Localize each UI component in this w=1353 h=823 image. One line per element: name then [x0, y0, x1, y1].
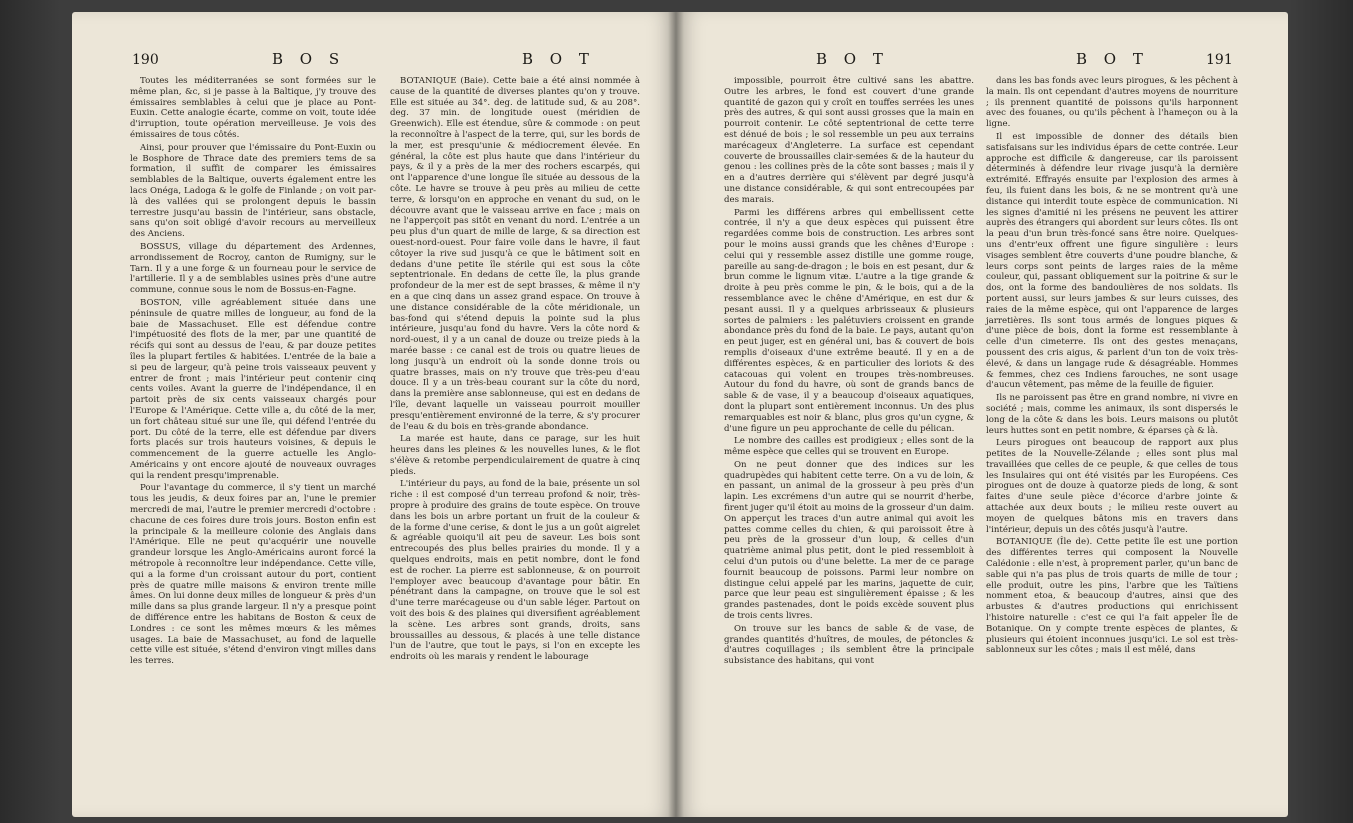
right-column-1: [724, 76, 974, 669]
paragraph: impossible, pourroit être cultivé sans les abattre. Outre les arbres, le fond est couvert d'une grande quantité de gazon qui y croît en touffes serrées les unes près des autres, & qui sont aussi grosses que la main en pourroit contenir. Le côté septentrional de cette terre est dénué de bois ; le sol ressemble un peu aux terrains marécageux d'Angleterre. La surface est cependant couverte de broussailles clair-semées & de la hauteur du genou : les collines près de la côte sont basses ; mais il y en a d'autres derrière qui s'élèvent par degré jusqu'à une distance considérable, & qui sont entrecoupées par des marais.: [724, 76, 974, 205]
right-column-2: [986, 76, 1238, 658]
book-gutter: [668, 12, 684, 817]
paragraph: dans les bas fonds avec leurs pirogues, & les pêchent à la main. Ils ont cependant d'autres moyens de nourriture ; ils prennent quantité de poissons qu'ils harponnent avec des fouanes, ou qu'ils pêchent à l'hameçon ou à la ligne.: [986, 76, 1238, 130]
paragraph: Pour l'avantage du commerce, il s'y tient un marché tous les jeudis, & deux foires par an, l'une le premier mercredi de mai, l'autre le premier mercredi d'octobre : chacune de ces foires dure trois jours. Boston enfin est la principale & la meilleure colonie des Anglais dans l'Amérique. Elle ne peut qu'acquérir une nouvelle grandeur lorsque les Anglo-Américains auront forcé la métropole à reconnoître leur indépendance. Cette ville, qui a la forme d'un croissant autour du port, contient près de quatre mille maisons & environ trente mille âmes. On lui donne deux milles de longueur & près d'un mille dans sa plus grande largeur. Il n'y a presque point de différence entre les habitans de Boston & ceux de Londres : ce sont les mêmes mœurs & les mêmes usages. La baie de Massachuset, au fond de laquelle cette ville est située, s'étend d'environ vingt milles dans les terres.: [130, 483, 376, 667]
paragraph: BOTANIQUE (Baie). Cette baie a été ainsi nommée à cause de la quantité de diverses plantes qu'on y trouve. Elle est située au 34°. deg. de latitude sud, & au 208°. deg. 37 min. de longitude ouest (méridien de Greenwich). Elle est étendue, sûre & commode : on peut la reconnoître à l'aspect de la terre, qui, sur les bords de la mer, est presqu'unie & médiocrement élevée. En général, la côte est plus haute que dans l'intérieur du pays, & il y a près de la mer des rochers escarpés, qui ont l'apparence d'une longue île située au dessous de la côte. Le havre se trouve à peu près au milieu de cette terre, & lorsqu'on en approche en venant du sud, on le découvre avant que le vaisseau arrive en face ; mais on ne l'apperçoit pas sitôt en venant du nord. L'entrée a un peu plus d'un quart de mille de large, & sa direction est ouest-nord-ouest. Pour faire voile dans le havre, il faut côtoyer la rive sud jusqu'à ce que le bâtiment soit en dedans d'une petite île stérile qui est sous la côte septentrionale. En dedans de cette île, la plus grande profondeur de la mer est de sept brasses, & même il n'y en a que cinq dans un assez grand espace. On trouve à une distance considérable de la côte méridionale, un bas-fond qui s'étend depuis la pointe sud la plus intérieure, jusqu'au fond du havre. Vers la côte nord & nord-ouest, il y a un canal de douze ou treize pieds à la marée basse : ce canal est de trois ou quatre lieues de long jusqu'à un endroit où la sonde donne trois ou quatre brasses, mais on n'y trouve que très-peu d'eau douce. Il y a un très-beau courant sur la côte du nord, dans la première anse sablonneuse, qui est en dedans de l'île, devant laquelle un vaisseau pourroit mouiller presqu'entièrement environné de la terre, & s'y procurer de l'eau & du bois en très-grande abondance.: [390, 76, 640, 432]
right-page-number: 191: [1206, 52, 1233, 68]
paragraph: L'intérieur du pays, au fond de la baie, présente un sol riche : il est composé d'un terreau profond & noir, très-propre à produire des grains de toute espèce. On trouve dans les bois un arbre portant un fruit de la couleur & de la forme d'une cerise, & dont le jus a un goût aigrelet & agréable quoiqu'il ait peu de saveur. Les bois sont entrecoupés des plus belles prairies du monde. Il y a quelques endroits, mais en petit nombre, dont le fond est de rocher. La pierre est sablonneuse, & on pourroit l'employer avec beaucoup d'avantage pour bâtir. En pénétrant dans la campagne, on trouve que le sol est d'une terre marécageuse ou d'un sable léger. Partout on voit des bois & des plaines qui diversifient agréablement la scène. Les arbres sont grands, droits, sans broussailles au dessous, & placés à une telle distance l'un de l'autre, que tout le pays, si l'on en excepte les endroits où les marais y rendent le labourage: [390, 479, 640, 663]
left-page: [72, 12, 676, 817]
left-running-head: B O S: [272, 50, 346, 68]
paragraph: On trouve sur les bancs de sable & de vase, de grandes quantités d'huîtres, de moules, de pétoncles & d'autres coquillages ; ils semblent être la principale subsistance des habitans, qui vont: [724, 623, 974, 667]
paragraph: Toutes les méditerranées se sont formées sur le même plan, &c, si je passe à la Baltique, j'y trouve des émissaires semblables à celui que je place au Pont-Euxin. Cette analogie écarte, comme on voit, toute idée d'irruption, toute opération merveilleuse. Je vois des émissaires de tous côtés.: [130, 76, 376, 140]
paragraph: On ne peut donner que des indices sur les quadrupèdes qui habitent cette terre. On a vu de loin, & en passant, un animal de la grosseur à peu près d'un lapin. Les excrémens d'un autre qui se nourrit d'herbe, firent juger qu'il étoit au moins de la grosseur d'un daim. On apperçut les traces d'un autre animal qui avoit les pattes comme celles du chien, & qui paroissoit être à peu près de la grosseur d'un loup, & celles d'un quatrième animal plus petit, dont le pied ressembloit à celui d'un putois ou d'une belette. La mer de ce parage fournit beaucoup de poissons. Parmi leur nombre on distingue celui appelé par les marins, jaquette de cuir, parce que leur peau est singulièrement épaisse ; & les grandes pastenades, dont le poids excède souvent plus de trois cents livres.: [724, 459, 974, 622]
paragraph: Il est impossible de donner des détails bien satisfaisans sur les individus épars de cette contrée. Leur approche est difficile & dangereuse, car ils paroissent déterminés à défendre leur rivage jusqu'à la dernière extrémité. Effrayés ensuite par l'explosion des armes à feu, ils fuient dans les bois, & ne se montrent qu'à une distance qui interdit toute espèce de communication. Ni les signes d'amitié ni les présens ne peuvent les attirer auprès des étrangers qui abordent sur leurs côtes. Ils ont la peau d'un brun très-foncé sans être noire. Quelques-uns d'entr'eux offrent une figure singulière : leurs visages semblent être couverts d'une poudre blanche, & leurs corps sont peints de larges raies de la même couleur, qui, passant obliquement sur la poitrine & sur le dos, ont la forme des bandoulières de nos soldats. Ils portent aussi, sur leurs jambes & sur leurs cuisses, des raies de la même espèce, qui ont l'apparence de larges jarretières. Ils sont tous armés de longues piques & d'une pièce de bois, dont la forme est ressemblante à celle d'un cimeterre. Ils ont des gestes menaçans, poussent des cris aigus, & parlent d'un ton de voix très-élevé, & dans un langage rude & désagréable. Hommes & femmes, chez ces Indiens farouches, ne sont usage d'aucun vêtement, pas même de la feuille de figuier.: [986, 131, 1238, 391]
paragraph: BOSTON, ville agréablement située dans une péninsule de quatre milles de longueur, au fond de la baie de Massachuset. Elle est défendue contre l'impétuosité des flots de la mer, par une quantité de récifs qui sont au dessus de l'eau, & par douze petites îles la plupart fertiles & habitées. L'entrée de la baie a si peu de largeur, qu'à peine trois vaisseaux peuvent y entrer de front ; mais l'intérieur peut contenir cinq cents voiles. Avant la guerre de l'indépendance, il en partoit près de six cents vaisseaux chargés pour l'Europe & l'Amérique. Cette ville a, du côté de la mer, un fort château situé sur une île, qui défend l'entrée du port. Du côté de la terre, elle est défendue par divers forts placés sur trois hauteurs voisines, & depuis le commencement de la guerre actuelle les Anglo-Américains y ont encore ajouté de nouveaux ouvrages qui la rendent presqu'imprenable.: [130, 297, 376, 481]
paragraph: Ils ne paroissent pas être en grand nombre, ni vivre en société ; mais, comme les animaux, ils sont dispersés le long de la côte & dans les bois. Leurs maisons ou plutôt leurs huttes sont en petit nombre, & éparses çà & là.: [986, 393, 1238, 436]
paragraph: Parmi les différens arbres qui embellissent cette contrée, il n'y a que deux espèces qui puissent être regardées comme bois de construction. Les arbres sont pour le moins aussi grands que les chênes d'Europe : celui qui y ressemble assez distille une gomme rouge, pareille au sang-de-dragon ; le bois en est pesant, dur & brun comme le lignum vitæ. L'autre a la tige grande & droite à peu près comme le pin, & le bois, qui a de la ressemblance avec le chêne d'Amérique, en est dur & pesant aussi. Il y a quelques arbrisseaux & plusieurs sortes de palmiers : les palétuviers croissent en grande abondance près du fond de la baie. Le pays, autant qu'on en peut juger, est en général uni, bas & couvert de bois remplis d'oiseaux d'une extrême beauté. Il y en a de différentes espèces, & en particulier des loriots & des catacouas qui volent en troupes très-nombreuses. Autour du fond du havre, où sont de grands bancs de sable & de vase, il y a beaucoup d'oiseaux aquatiques, dont la plupart sont entièrement inconnus. Un des plus remarquables est noir & blanc, plus gros qu'un cygne, & d'une figure un peu approchante de celle du pélican.: [724, 207, 974, 434]
left-column-2: [390, 76, 640, 665]
paragraph: BOSSUS, village du département des Ardennes, arrondissement de Rocroy, canton de Rumigny, sur le Tarn. Il y a une forge & un fourneau pour le service de l'artillerie. Il y a de semblables usines près d'une autre commune, connue sous le nom de Bossus-en-Fagne.: [130, 241, 376, 296]
left-column-1: [130, 76, 376, 669]
right-running-head: B O T: [1076, 50, 1149, 68]
paragraph: Ainsi, pour prouver que l'émissaire du Pont-Euxin ou le Bosphore de Thrace date des premiers tems de sa formation, il suffit de comparer les émissaires semblables de la Baltique, ouverts également entre les lacs Onéga, Ladoga & le golfe de Finlande ; on voit par-là des vallées qui se prolongent depuis le bassin terrestre jusqu'au bassin de l'intérieur, sans obstacle, sans qu'on soit obligé d'avoir recours au merveilleux des Anciens.: [130, 142, 376, 240]
left-page-number: 190: [132, 52, 159, 68]
paragraph: Leurs pirogues ont beaucoup de rapport aux plus petites de la Nouvelle-Zélande ; elles sont plus mal travaillées que celles de ce peuple, & que celles de tous les Insulaires qui ont été visités par les Européens. Ces pirogues ont de douze à quatorze pieds de long, & sont faites d'une seule pièce d'écorce d'arbre jointe & attachée aux deux bouts ; le milieu reste ouvert au moyen de quelques bâtons mis en travers dans l'intérieur, depuis un des côtés jusqu'à l'autre.: [986, 438, 1238, 535]
paragraph: La marée est haute, dans ce parage, sur les huit heures dans les pleines & les nouvelles lunes, & le flot s'élève & retombe perpendiculairement de quatre à cinq pieds.: [390, 434, 640, 477]
left-running-head-right: B O T: [522, 50, 595, 68]
paragraph: BOTANIQUE (Île de). Cette petite île est une portion des différentes terres qui composent la Nouvelle Calédonie : elle n'est, à proprement parler, qu'un banc de sable qui n'a pas plus de trois quarts de mille de tour ; elle produit, outre les pins, l'arbre que les Taïtiens nomment etoa, & beaucoup d'autres, ainsi que des arbustes & d'autres productions qui enrichissent l'histoire naturelle : c'est ce qui l'a fait appeler Île de Botanique. On y compte trente espèces de plantes, & plusieurs qui étoient inconnues jusqu'ici. Le sol est très-sablonneux sur les côtes ; mais il est mêlé, dans: [986, 537, 1238, 656]
paragraph: Le nombre des cailles est prodigieux ; elles sont de la même espèce que celles qui se trouvent en Europe.: [724, 436, 974, 458]
right-page: [676, 12, 1288, 817]
right-running-head-left: B O T: [816, 50, 889, 68]
